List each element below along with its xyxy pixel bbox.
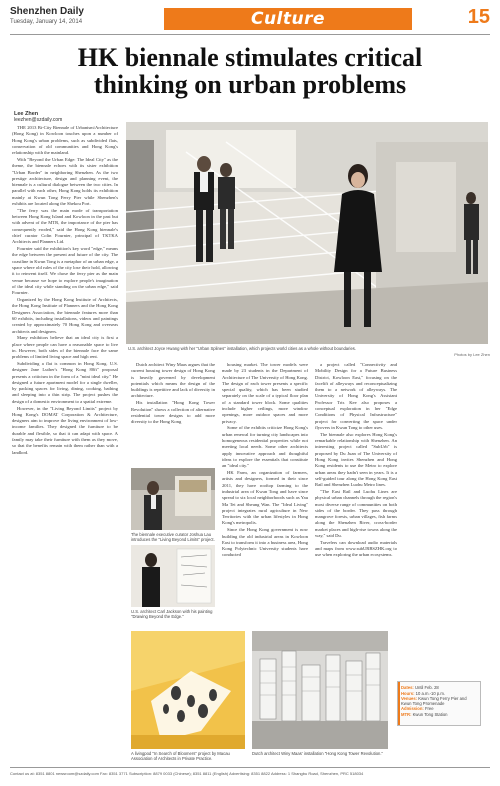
article-paragraph: "The ferry was the main mode of transportation between Hong Kong Island and Kowloon in the past but with advent of the MTR, the importance of the pier has consequently eroded," said the Hong Kong biennale's chief curator Colin Fournier, principal of TKTKA Architects and Planners Ltd. (12, 207, 118, 245)
article-paragraph: Travelers can download audio materials and maps from www.subURBSZHK.org to use when exploring the urban ecosystems. (315, 539, 397, 558)
info-dates: Dates: Until Feb. 28 (401, 685, 439, 690)
painting-photo-caption: U.S. architect Carl Jackson with his painting "Drawing Beyond the Edge." (131, 609, 213, 620)
info-hours: Hours: 10 a.m.-10 p.m. (401, 690, 445, 696)
headline-line-2: thinking on urban problems (93, 70, 407, 99)
masthead (10, 6, 490, 34)
article-paragraph: However, in the "Living Beyond Limits" project by Hong Kong's DOMAT Corporation & Architecture, designers aim to improve the living environment of low-income families. They designed the furniture to be durable and flexible, so that it can adapt with space. A family may take their furniture with them as they move, so that the benefits remain with them rather than with a landlord. (12, 405, 118, 455)
curator-photo-image (131, 468, 215, 530)
article-paragraph: Dutch architect Winy Maas argues that the current housing tower design of Hong Kong is heavily governed by development potentials which means the design of the buildings is repetitive and lack of diversity in architecture. (131, 362, 215, 399)
exhibition-hall-photo (126, 122, 488, 344)
article-paragraph: Organized by the Hong Kong Institute of Architects, the Hong Kong Institute of Planners and the Hong Kong Designers Association, the biennale features more than 60 exhibits, including installations, videos and paintings created by approximately 70 Hong Kong and overseas architects and designers. (12, 297, 118, 334)
article-column-4 (315, 362, 487, 676)
article-paragraph: The biennale also explores Hong Kong's remarkable relationship with Shenzhen. An interesting project called "SubUrb" is proposed by Du Juan of The University of Hong Kong invites Shenzhen and Hong Kong residents to use the Metro to explore urban areas they hadn't seen in years. It is a self-guided tour along the Hong Kong East Rail and Shenzhen Luohu Metro lines. (315, 431, 397, 488)
photo-credit: Photos by Lee Zhen (454, 352, 490, 357)
article-paragraph: Many exhibitors believe that an ideal city is first a place where people can have a reasonable space to live in. However, both sides of the biennale face the same problems of limited living space and high rent. (12, 335, 118, 360)
article-paragraph: HK Farm, an organization of farmers, artists and designers, formed in their since 2011, they have rooftop farming to the industrial area of Kwun Tong and have since spread to six local neighborhoods such as Yau Ma Tei and Sheung Wan. The "Ideal Living" project integrates rural agriculture in New Territories with the urban lifestyles in Hong Kong's metropolis. (222, 470, 308, 526)
curator-photo-caption: The biennale executive curator Joshua Lau introduces the "Living Beyond Limits" project. (131, 532, 215, 543)
main-photo (126, 122, 488, 344)
article-column-1 (12, 125, 118, 763)
info-admission: Admission: Free (401, 706, 434, 712)
event-info-box (397, 681, 481, 726)
info-venues: Venues: Kwun Tong Ferry Pier and Kwun Tong Promenade (401, 696, 467, 707)
article-paragraph: Fournier said the exhibition's key word "edge," means the edge between the present and future of the city. The coastline in Kwun Tong is a metaphor of an urban edge, a space where old rules of the city lose their hold, allowing it to reinvent itself. We chose the ferry pier as the main venue because we hope to explore people's imagination of the ideal city while standing on the urban edge," said Fournier. (12, 246, 118, 296)
main-photo-caption: U.S. architect Joyce Hwang with her "Urban Splines" installation, which projects world cities as a whole without boundaries. (128, 346, 357, 351)
byline (14, 111, 62, 123)
article-paragraph: His installation "Hong Kong Tower Revolution" shows a collection of alternative residential tower designs to add more diversity to the Hong Kong (131, 400, 215, 425)
page-number: 15 (467, 6, 490, 28)
article-paragraph: With "Beyond the Urban Edge: The Ideal City" as the theme, the biennale echoes with its sister exhibition "Urban Border" in neighboring Shenzhen. As the two prestige architecture, design and planning event, the biennale is a cultural dialogue between the two cities. In parallel with each other, Hong Kong holds its exhibition mainly at Kwun Tong Ferry Pier while Shenzhen's exhibits are located along the Shekou Port. (12, 156, 118, 207)
painting-photo (131, 545, 215, 607)
painting-photo-image (131, 545, 215, 607)
article-paragraph: housing market. The tower models were made by 23 students in the Department of Architecture of The University of Hong Kong. The design of each tower presents a specific special quality, which has been studied separately on the scale of a typical floor plan of a standard tower block. Some qualities include higher ceilings, more window openings, more outdoor spaces and more privacy. (222, 362, 308, 424)
issue-date: Tuesday, January 14, 2014 (10, 19, 83, 25)
article-paragraph: Some of the exhibits criticize Hong Kong's urban renewal for turning city landscapes into homogeneous residential properties while not meeting local needs. Some other architects apply innovative approach and thoughtful ideas to explore the essentials that constitute an "ideal city." (222, 425, 308, 469)
article-paragraph: a project called "Connectivity and Mobility Design for a Future Business District, Kowloon East," focusing on the facelift of alleyways and reconceptualizing them to a network of alleyways. The University of Hong Kong's Assistant Professor Tris Kee also proposes a conceptual exploration in her "Edge Conditions of Physical Infrastructure" project for converting the space under flyovers in Kwun Tong to other uses. (315, 362, 397, 430)
tower-models-photo (252, 631, 388, 749)
section-banner: Culture (164, 8, 412, 30)
article-paragraph: Since the Hong Kong government is now building the old industrial areas in Kowloon East to transform it into a business area, Hong Kong Polytechnic University students have conducted (222, 527, 308, 558)
info-metro: MTR: Kwun Tong Station (401, 711, 448, 717)
article-column-2 (131, 362, 215, 461)
livingpod-photo-image (131, 631, 245, 749)
info-box-accent (398, 682, 400, 725)
tower-models-caption: Dutch architect Winy Maas' installation "Hong Kong Tower Revolution." (252, 751, 384, 756)
author-email: leezhen@szdaily.com (14, 117, 63, 123)
headline-line-1: HK biennale stimulates critical (77, 43, 423, 72)
article-paragraph: "The East Rail and Luohu Lines are physical urban channels through the region's most diverse range of communities on both sides of the border. They pass through mangrove forests, urban villages, fish farms along the Shenzhen River, cross-border market places and high-rise towns along the way," said Du. (315, 488, 397, 539)
footer-rule (10, 767, 490, 768)
headline (12, 44, 488, 98)
author-name: Lee Zhen (14, 111, 39, 117)
livingpod-photo (131, 631, 245, 749)
article-paragraph: THE 2013 Bi-City Biennale of Urbanism\Architecture (Hong Kong) in Kowloon touches upon a number of Hong Kong's urban problems, such as subdivided flats, conservation of old communities and Hong Kong's relationship with the mainland. (12, 125, 118, 156)
livingpod-caption: A livingpod "In Search of Bloomers" project by Macau Association of Architects in Private Practice. (131, 751, 230, 762)
curator-photo (131, 468, 215, 530)
masthead-rule (10, 34, 490, 35)
tower-models-image (252, 631, 388, 749)
article-column-3 (222, 362, 308, 627)
newspaper-name: Shenzhen Daily (10, 6, 84, 17)
contact-footer: Contact us at: 8351 8801 newsroom@szdaily.com Fax: 8351 3771 Subscription: 8879 0033 (Chinese); 8351 8811 (English) Advertising: 8351 8822 Address: 1 Shangbu Road, Shenzhen, PRC 518034 (10, 771, 364, 776)
article-paragraph: Subdividing a flat is common in Hong Kong. U.S. designer Jane Luther's "Hong Kong 80ft" proposal presents a criticism in the form of a "mini ideal city." He designed a future apartment model for a single dweller, by packing spaces for living, dining, cooking, bathing and sleeping into a thin strip. The project pushes the design of a domestic environment to a spatial extreme. (12, 360, 118, 404)
